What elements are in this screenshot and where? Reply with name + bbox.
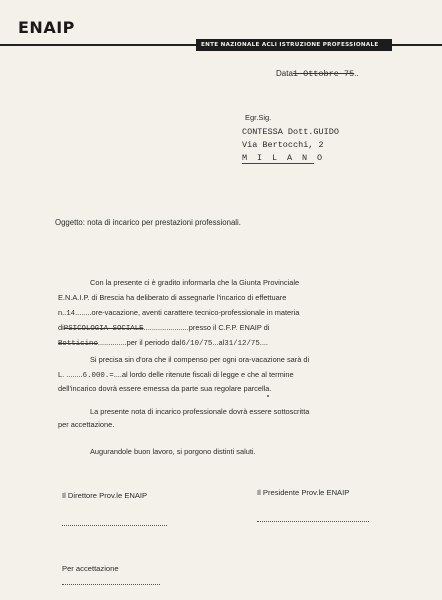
body-line-9: La presente nota di incarico professionale dovrà essere sottoscritta xyxy=(90,407,310,416)
hours-suffix: ........ore-vacazione, aventi carattere tecnico-professionale in materia xyxy=(75,308,300,317)
amount-prefix: L. ........ xyxy=(58,370,83,379)
recipient-name: CONTESSA Dott.GUIDO xyxy=(242,127,339,137)
body-line-7 xyxy=(58,370,294,380)
body-line-5 xyxy=(58,338,268,348)
period-end: 31/12/75 xyxy=(224,340,260,348)
period-label: ..............per il periodo dal xyxy=(97,338,182,347)
acceptance-label: Per accettazione xyxy=(62,564,119,573)
body-line-1: Con la presente ci è gradito informarla che la Giunta Provinciale xyxy=(90,278,300,287)
subject-prefix: di xyxy=(58,323,64,332)
ink-mark xyxy=(267,395,269,397)
subject-line: Oggetto: nota di incarico per prestazioni professionali. xyxy=(55,218,241,227)
closing-line: Augurandole buon lavoro, si porgono distinti saluti. xyxy=(90,447,256,456)
body-line-3 xyxy=(58,308,299,318)
letterhead-tagline: ENTE NAZIONALE ACLI ISTRUZIONE PROFESSIONALE xyxy=(196,39,392,51)
body-line-6: Si precisa sin d'ora che il compenso per ogni ora-vacazione sarà di xyxy=(90,355,310,364)
period-separator: ...al xyxy=(212,338,225,347)
president-signature-line xyxy=(257,521,369,523)
city-underline xyxy=(242,163,314,164)
amount-value: 6.000.= xyxy=(82,372,114,380)
header-rule-left xyxy=(0,44,196,46)
president-signature-label: Il Presidente Prov.le ENAIP xyxy=(257,488,350,497)
header-rule-right xyxy=(392,44,442,46)
period-start: 6/10/75 xyxy=(181,340,213,348)
hours-prefix: n.. xyxy=(58,308,67,317)
date-value: 1 Ottobre 75 xyxy=(292,69,355,79)
recipient-city: M I L A N O xyxy=(242,153,325,163)
period-trail: .... xyxy=(259,338,268,347)
body-line-4 xyxy=(58,323,269,333)
enaip-logo: ENAIP xyxy=(18,18,75,37)
recipient-street: Via Bertocchi, 2 xyxy=(242,140,324,150)
acceptance-signature-line xyxy=(62,584,160,586)
recipient-salutation: Egr.Sig. xyxy=(245,113,272,122)
date-line: Data1 Ottobre 75.. xyxy=(276,69,359,79)
course-subject: PSICOLOGIA SOCIALE xyxy=(63,325,144,333)
body-line-2: E.N.A.I.P. di Brescia ha deliberato di assegnarle l'incarico di effettuare xyxy=(58,293,287,302)
subject-suffix: ......................presso il C.F.P. ENAIP di xyxy=(143,323,270,332)
body-line-10: per accettazione. xyxy=(58,420,115,429)
amount-suffix: ....al lordo delle ritenute fiscali di legge e che al termine xyxy=(113,370,294,379)
hours-value: 14 xyxy=(66,310,76,318)
date-label: Data xyxy=(276,69,293,78)
director-signature-line xyxy=(62,525,167,527)
course-place: Botticino xyxy=(58,340,98,348)
body-line-8: dell'incarico dovrà essere emessa da parte sua regolare parcella. xyxy=(58,384,272,393)
director-signature-label: Il Direttore Prov.le ENAIP xyxy=(62,491,148,500)
